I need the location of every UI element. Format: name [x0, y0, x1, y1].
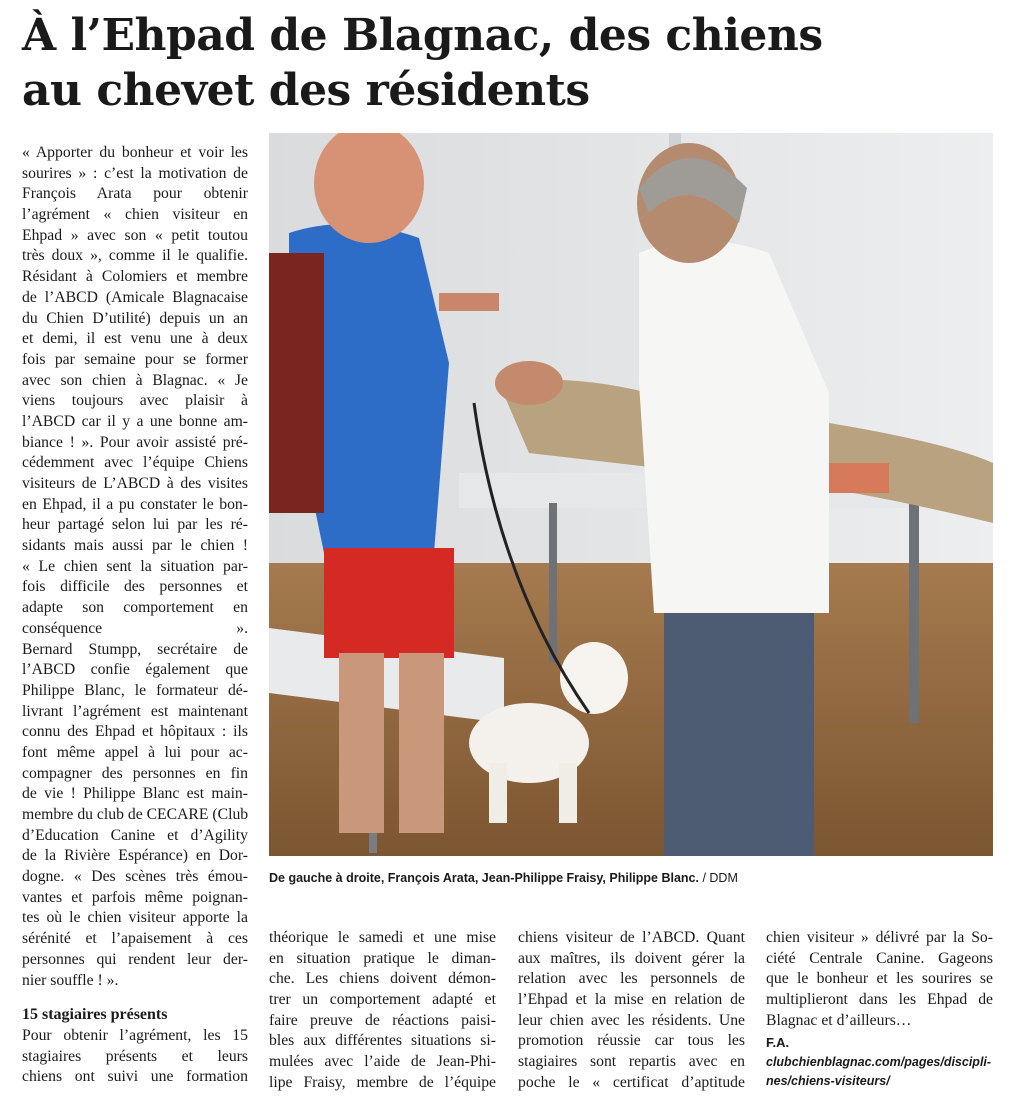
text-line: bles aux différentes situations si- [269, 1032, 496, 1050]
text-line: que le bonheur et les sourires se [766, 970, 993, 988]
article-column-1 [22, 143, 248, 1088]
text-line: faire preuve de réactions paisi- [269, 1011, 496, 1029]
text-line: fois difficile des personnes et [22, 578, 248, 596]
text-line: « Apporter du bonheur et voir les [22, 144, 248, 161]
text-line: promotion réussie car tous les [518, 1032, 745, 1050]
headline-line: À l’Ehpad de Blagnac, des chiens [22, 10, 823, 61]
article-headline [22, 8, 1012, 118]
text-line: vantes et parfois même poignan- [22, 888, 248, 906]
text-line: lipe Fraisy, membre de l’équipe [269, 1073, 496, 1091]
author-byline: F.A. [766, 1035, 790, 1051]
text-line: Bernard Stumpp, secrétaire de [22, 640, 248, 658]
text-line: en situation pratique le diman- [269, 949, 496, 967]
text-line: viens toujours avec plaisir à [22, 392, 248, 410]
text-line: Ehpad » avec son « petit toutou [22, 226, 248, 244]
text-line: Blagnac et d’ailleurs… [766, 1011, 912, 1029]
text-line: l’ABCD confie également que [22, 661, 248, 679]
article-column-4 [766, 928, 993, 1091]
text-line: conséquence ». [22, 619, 248, 637]
article-column-3 [518, 928, 745, 1094]
caption-text: De gauche à droite, François Arata, Jean-Philippe Fraisy, Philippe Blanc. [269, 871, 699, 885]
text-line: chiens ont suivi une formation [22, 1068, 248, 1086]
text-line: chiens visiteur de l’ABCD. Quant [518, 929, 745, 946]
article-column-2 [269, 928, 496, 1094]
caption-credit: / DDM [698, 871, 738, 885]
text-line: connu des Ehpad et hôpitaux : ils [22, 723, 248, 741]
text-line: « Le chien sent la situation par- [22, 557, 248, 575]
text-line: mulées avec l’aide de Jean-Phi- [269, 1053, 496, 1071]
text-line: de l’ABCD (Amicale Blagnacaise [22, 288, 248, 306]
text-line: poche le « certificat d’aptitude [518, 1073, 745, 1091]
text-line: dogne. « Des scènes très émou- [22, 868, 248, 886]
text-line: du Chien D’utilité) depuis un an [22, 309, 248, 327]
text-line: chien visiteur » délivré par la So- [766, 929, 993, 946]
text-line: che. Les chiens doivent démon- [269, 970, 496, 988]
text-line: théorique le samedi et une mise [269, 929, 496, 946]
text-line: aux maîtres, ils doivent gérer la [518, 949, 745, 967]
text-line: biance ! ». Pour avoir assisté pré- [22, 433, 248, 451]
text-line: d’Education Canine et d’Agility [22, 826, 248, 844]
text-line: adapte son comportement en [22, 599, 248, 617]
text-line: avec son chien à Blagnac. « Je [22, 371, 248, 389]
text-line: multiplieront dans les Ehpad de [766, 991, 993, 1009]
text-line: visiteurs de L’ABCD à des visites [22, 475, 248, 492]
text-line: livrant l’agrément est maintenant [22, 702, 248, 720]
text-line: l’ABCD car il y a une bonne am- [22, 412, 248, 430]
text-line: sidants mais aussi par le chien ! [22, 537, 248, 555]
website-link[interactable]: nes/chiens-visiteurs/ [766, 1074, 890, 1089]
text-line: heur partagé selon lui par les ré- [22, 516, 248, 534]
text-line: de vie ! Philippe Blanc est main- [22, 785, 248, 803]
text-line: relation avec les personnels de [518, 970, 745, 988]
text-line: sourires » : c’est la motivation de [22, 164, 248, 182]
subheading: 15 stagiaires présents [22, 1006, 168, 1024]
text-line: François Arata pour obtenir [22, 185, 248, 203]
text-line: font même appel à lui pour ac- [22, 743, 248, 761]
text-line: Philippe Blanc, le formateur dé- [22, 681, 248, 699]
photo-caption [269, 868, 993, 888]
article-photo [269, 133, 993, 856]
text-line: en Ehpad, il a pu constater le bon- [22, 495, 248, 513]
text-line: cédemment avec l’équipe Chiens [22, 454, 248, 472]
text-line: ciété Centrale Canine. Gageons [766, 949, 993, 967]
text-line: stagiaires présents et leurs [22, 1047, 248, 1065]
photo-image [269, 133, 993, 856]
text-line: l’Ehpad et la mise en relation de [518, 991, 745, 1009]
text-line: Pour obtenir l’agrément, les 15 [22, 1026, 248, 1044]
text-line: leur chien avec les résidents. Une [518, 1011, 745, 1029]
text-line: et demi, il est venu une à deux [22, 330, 248, 348]
text-line: stagiaires sont repartis avec en [518, 1053, 745, 1071]
text-line: fois par semaine pour se former [22, 350, 248, 368]
text-line: trer un comportement adapté et [269, 991, 496, 1009]
text-line: personnes qui rendent leur der- [22, 950, 248, 968]
text-line: de la Rivière Espérance) en Dor- [22, 847, 248, 865]
headline-line: au chevet des résidents [22, 65, 590, 116]
text-line: sérénité et l’apaisement à ces [22, 930, 248, 948]
text-line: compagner des personnes en fin [22, 764, 248, 782]
text-line: très doux », comme il le qualifie. [22, 247, 248, 265]
text-line: l’agrément « chien visiteur en [22, 206, 248, 224]
text-line: membre du club de CECARE (Club [22, 806, 249, 823]
text-line: nier souffle ! ». [22, 971, 119, 989]
text-line: Résidant à Colomiers et membre [22, 268, 248, 286]
website-link[interactable]: clubchienblagnac.com/pages/discipli- [766, 1055, 992, 1070]
text-line: tes où le chien visiteur apporte la [22, 909, 248, 927]
